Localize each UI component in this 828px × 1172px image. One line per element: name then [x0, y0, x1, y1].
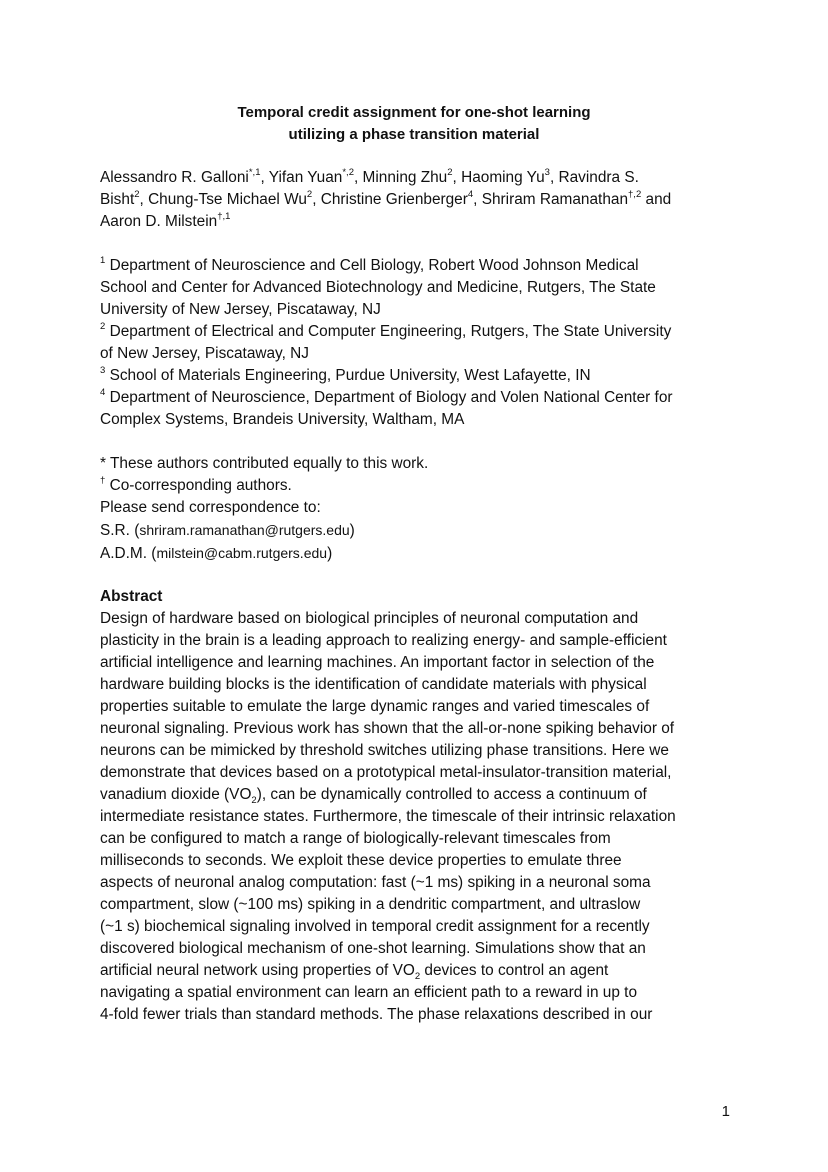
affiliation-marker: *,1 — [248, 166, 261, 178]
affiliation-4-line-2: Complex Systems, Brandeis University, Waltham, MA — [100, 411, 465, 428]
correspondence-adm — [100, 542, 730, 565]
affiliation-1-line-1 — [100, 255, 730, 277]
author-name-text: , Yifan Yuan — [260, 169, 343, 186]
author-list — [100, 167, 730, 233]
affiliation-1-line-2: School and Center for Advanced Biotechnology and Medicine, Rutgers, The State — [100, 279, 656, 296]
sr-label: S.R. ( — [100, 522, 140, 539]
title-line-1: Temporal credit assignment for one-shot learning — [237, 104, 591, 121]
affiliation-marker: 2 — [134, 188, 140, 200]
abstract-line: discovered biological mechanism of one-shot learning. Simulations show that an — [100, 940, 646, 957]
author-name-text: Bisht — [100, 191, 135, 208]
affiliation-4-line-1 — [100, 387, 730, 409]
abstract-line: hardware building blocks is the identification of candidate materials with physical — [100, 676, 647, 693]
affiliation-2-text-a: Department of Electrical and Computer Engineering, Rutgers, The State University — [109, 323, 672, 340]
abstract-line: Design of hardware based on biological principles of neuronal computation and — [100, 610, 639, 627]
affiliation-marker: †,2 — [628, 188, 642, 200]
abstract-line: compartment, slow (~100 ms) spiking in a dendritic compartment, and ultraslow — [100, 896, 641, 913]
vo2-2-post: devices to control an agent — [420, 962, 609, 979]
affiliation-3-line-1 — [100, 365, 730, 387]
abstract-line: (~1 s) biochemical signaling involved in temporal credit assignment for a recently — [100, 918, 650, 935]
author-name-text: , Minning Zhu — [353, 169, 448, 186]
abstract-line: artificial intelligence and learning machines. An important factor in selection of the — [100, 654, 655, 671]
abstract-line: milliseconds to seconds. We exploit these device properties to emulate three — [100, 852, 622, 869]
co-corresponding-text: Co-corresponding authors. — [109, 477, 292, 494]
page-number: 1 — [721, 1103, 730, 1120]
sr-close: ) — [349, 522, 355, 539]
adm-label: A.D.M. ( — [100, 545, 157, 562]
abstract-line: navigating a spatial environment can learn an efficient path to a reward in up to — [100, 984, 638, 1001]
affiliation-marker: 2 — [306, 188, 313, 200]
abstract-line: aspects of neuronal analog computation: fast (~1 ms) spiking in a neuronal soma — [100, 874, 651, 891]
vo2-2-subscript: 2 — [414, 971, 421, 983]
abstract-line: plasticity in the brain is a leading approach to realizing energy- and sample-efficient — [100, 632, 667, 649]
abstract-heading: Abstract — [100, 588, 163, 605]
co-corresponding-note — [100, 475, 730, 497]
affiliation-4-text-a: Department of Neuroscience, Department of Biology and Volen National Center for — [109, 389, 673, 406]
correspondence-intro: Please send correspondence to: — [100, 499, 321, 516]
abstract-line-vo2 — [100, 784, 730, 806]
vo2-2-pre: artificial neural network using properties of VO — [100, 962, 415, 979]
abstract-line: demonstrate that devices based on a prototypical metal-insulator-transition material, — [100, 764, 672, 781]
affiliation-marker: 4 — [467, 188, 474, 200]
title-line-2: utilizing a phase transition material — [288, 126, 540, 143]
vo2-subscript: 2 — [251, 795, 257, 807]
author-line-1 — [100, 167, 730, 189]
vo2-post: ), can be dynamically controlled to access a continuum of — [256, 786, 647, 803]
affiliation-4-number: 4 — [100, 386, 106, 398]
affiliation-marker: 3 — [544, 166, 550, 178]
author-name-text: , Haoming Yu — [452, 169, 545, 186]
affiliation-list — [100, 255, 730, 431]
affiliation-marker: 2 — [447, 166, 453, 178]
author-name-text: , Christine Grienberger — [312, 191, 468, 208]
abstract-line: 4-fold fewer trials than standard methods. The phase relaxations described in our — [100, 1006, 653, 1023]
dagger-symbol: † — [100, 474, 106, 486]
paper-title — [100, 102, 728, 146]
affiliation-2-number: 2 — [100, 320, 106, 332]
abstract-line: neuronal signaling. Previous work has shown that the all-or-none spiking behavior of — [100, 720, 675, 737]
affiliation-2-line-1 — [100, 321, 730, 343]
affiliation-1-line-3: University of New Jersey, Piscataway, NJ — [100, 301, 381, 318]
author-name-text: , Chung-Tse Michael Wu — [139, 191, 307, 208]
abstract-line-vo2-2 — [100, 960, 730, 982]
affiliation-3-number: 3 — [100, 364, 106, 376]
sr-email-link[interactable]: shriram.ramanathan@rutgers.edu — [139, 522, 350, 538]
affiliation-1-number: 1 — [100, 254, 106, 266]
equal-contribution-note: * These authors contributed equally to this work. — [100, 455, 429, 472]
author-name-text: , Shriram Ramanathan — [473, 191, 629, 208]
vo2-pre: vanadium dioxide (VO — [100, 786, 252, 803]
affiliation-marker: *,2 — [342, 166, 354, 178]
abstract-line: neurons can be mimicked by threshold switches utilizing phase transitions. Here we — [100, 742, 669, 759]
author-line-3 — [100, 211, 730, 233]
affiliation-2-line-2: of New Jersey, Piscataway, NJ — [100, 345, 309, 362]
correspondence-sr — [100, 519, 730, 542]
abstract-section — [100, 586, 730, 1026]
adm-close: ) — [327, 545, 333, 562]
author-name-text: Aaron D. Milstein — [100, 213, 218, 230]
affiliation-3-text-a: School of Materials Engineering, Purdue University, West Lafayette, IN — [109, 367, 591, 384]
affiliation-1-text-a: Department of Neuroscience and Cell Biology, Robert Wood Johnson Medical — [109, 257, 639, 274]
author-notes — [100, 453, 730, 565]
author-name-text: and — [641, 191, 672, 208]
author-name-text: Alessandro R. Galloni — [100, 169, 249, 186]
abstract-line: can be configured to match a range of biologically-relevant timescales from — [100, 830, 611, 847]
author-line-2 — [100, 189, 730, 211]
abstract-line: properties suitable to emulate the large dynamic ranges and varied timescales of — [100, 698, 650, 715]
adm-email-link[interactable]: milstein@cabm.rutgers.edu — [156, 545, 328, 561]
author-name-text: , Ravindra S. — [549, 169, 639, 186]
abstract-line: intermediate resistance states. Furthermore, the timescale of their intrinsic relaxation — [100, 808, 676, 825]
affiliation-marker: †,1 — [217, 210, 231, 222]
